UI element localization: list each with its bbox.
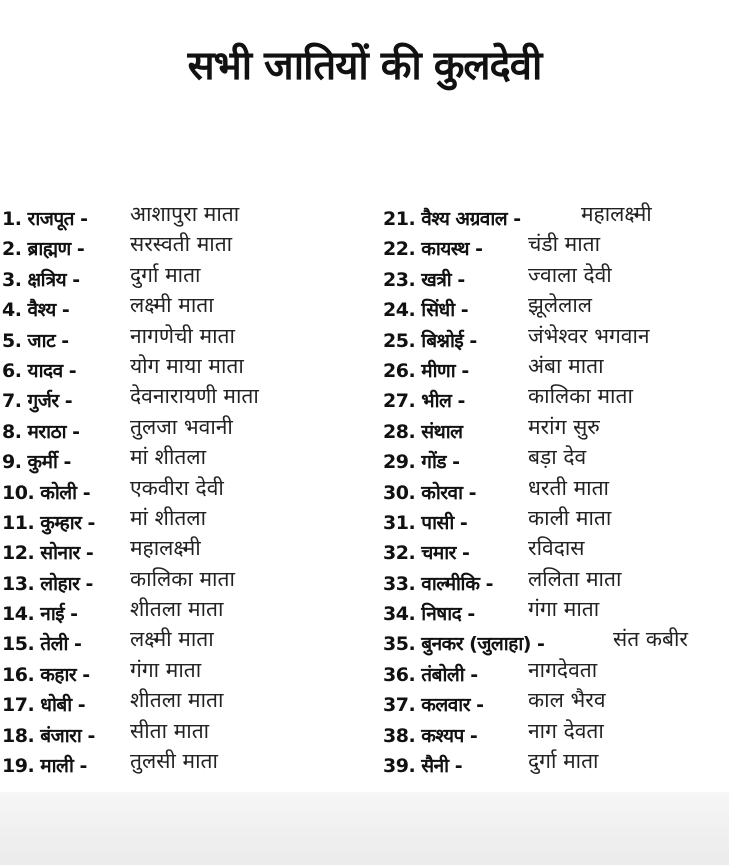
kuldevi-name: आशापुरा माता: [130, 202, 240, 226]
kuldevi-name: मां शीतला: [130, 445, 207, 470]
caste-name: 1. राजपूत -: [2, 208, 88, 230]
kuldevi-name: काल भैरव: [528, 688, 606, 713]
caste-name: 33. वाल्मीकि -: [383, 572, 493, 595]
list-item: [383, 505, 612, 537]
caste-name: 32. चमार -: [383, 542, 470, 565]
kuldevi-name: काली माता: [528, 505, 612, 530]
caste-name: 16. कहार -: [2, 663, 90, 686]
list-item: [2, 232, 233, 263]
kuldevi-name: धरती माता: [528, 475, 609, 500]
kuldevi-name: गंगा माता: [130, 657, 202, 682]
caste-name: 39. सैनी -: [383, 755, 463, 778]
list-item: [2, 657, 202, 689]
caste-name: 22. कायस्थ -: [383, 238, 483, 261]
kuldevi-name: महालक्ष्मी: [130, 536, 201, 561]
kuldevi-name: संत कबीर: [613, 627, 688, 652]
kuldevi-name: रविदास: [528, 536, 585, 561]
kuldevi-name: ललिता माता: [528, 566, 622, 591]
kuldevi-name: एकवीरा देवी: [130, 475, 224, 500]
list-item: [383, 475, 609, 507]
caste-name: 26. मीणा -: [383, 359, 469, 382]
list-item: [383, 293, 593, 324]
kuldevi-name: सीता माता: [130, 718, 210, 743]
kuldevi-name: देवनारायणी माता: [130, 384, 259, 409]
list-item: [383, 202, 652, 233]
caste-name: 7. गुर्जर -: [2, 390, 73, 413]
caste-name: 3. क्षत्रिय -: [2, 268, 80, 291]
kuldevi-name: तुलसी माता: [130, 749, 218, 774]
caste-name: 37. कलवार -: [383, 694, 484, 717]
kuldevi-name: तुलजा भवानी: [130, 414, 233, 439]
list-item: [2, 384, 259, 415]
list-item: [383, 657, 598, 689]
caste-name: 28. संथाल: [383, 420, 463, 443]
page-title: सभी जातियों की कुलदेवी: [187, 43, 542, 89]
kuldevi-name: शीतला माता: [130, 597, 224, 622]
list-item: [383, 718, 604, 750]
kuldevi-name: अंबा माता: [528, 353, 604, 378]
list-item: [383, 323, 650, 355]
caste-name: 30. कोरवा -: [383, 481, 477, 504]
caste-name: 21. वैश्य अग्रवाल -: [383, 208, 521, 230]
list-item: [2, 749, 218, 780]
caste-name: 11. कुम्हार -: [2, 511, 95, 534]
list-item: [2, 505, 207, 537]
caste-name: 12. सोनार -: [2, 542, 94, 565]
caste-name: 18. बंजारा -: [2, 724, 95, 747]
list-item: [2, 323, 235, 355]
list-item: [2, 718, 210, 750]
kuldevi-name: मां शीतला: [130, 505, 207, 530]
list-item: [383, 445, 587, 476]
caste-name: 29. गोंड -: [383, 451, 460, 474]
left-column: [2, 202, 259, 780]
caste-name: 17. धोबी -: [2, 694, 86, 717]
caste-name: 34. निषाद -: [383, 603, 475, 626]
caste-name: 31. पासी -: [383, 511, 468, 534]
list-item: [2, 536, 201, 567]
list-item: [2, 597, 224, 628]
kuldevi-name: शीतला माता: [130, 688, 224, 713]
kuldevi-name: दुर्गा माता: [130, 262, 201, 287]
kuldevi-name: चंडी माता: [528, 232, 601, 257]
list-item: [383, 536, 585, 567]
list-item: [383, 749, 599, 780]
list-item: [2, 688, 224, 719]
kuldevi-name: नाग देवता: [528, 718, 604, 743]
caste-name: 35. बुनकर (जुलाहा) -: [383, 633, 545, 656]
list-item: [2, 293, 214, 324]
caste-name: 19. माली -: [2, 755, 87, 778]
list-item: [2, 202, 240, 233]
kuldevi-name: नागणेची माता: [130, 323, 235, 348]
list-item: [383, 232, 601, 263]
caste-name: 6. यादव -: [2, 359, 77, 382]
page-bottom-band: [0, 792, 729, 865]
caste-name: 38. कश्यप -: [383, 724, 478, 747]
caste-name: 25. बिश्नोई -: [383, 329, 477, 352]
right-column: [383, 202, 688, 780]
list-item: [383, 627, 688, 658]
kuldevi-name: लक्ष्मी माता: [130, 627, 214, 652]
list-item: [383, 566, 622, 598]
caste-name: 2. ब्राह्मण -: [2, 238, 85, 261]
caste-name: 36. तंबोली -: [383, 663, 478, 686]
caste-name: 23. खत्री -: [383, 268, 465, 291]
caste-name: 27. भील -: [383, 390, 465, 413]
list-item: [383, 414, 600, 446]
caste-name: 4. वैश्य -: [2, 299, 70, 322]
kuldevi-name: योग माया माता: [130, 353, 244, 378]
list-item: [2, 566, 235, 598]
list-item: [383, 353, 604, 385]
list-item: [383, 597, 600, 628]
caste-name: 9. कुर्मी -: [2, 451, 71, 474]
list-item: [2, 445, 207, 476]
kuldevi-name: गंगा माता: [528, 597, 600, 622]
kuldevi-name: बड़ा देव: [528, 445, 587, 470]
caste-name: 8. मराठा -: [2, 420, 80, 443]
list-item: [383, 688, 606, 719]
kuldevi-name: दुर्गा माता: [528, 749, 599, 774]
list-item: [383, 384, 633, 415]
kuldevi-name: जंभेश्वर भगवान: [528, 323, 650, 348]
caste-name: 13. लोहार -: [2, 572, 93, 595]
list-item: [2, 475, 224, 507]
list-item: [2, 627, 214, 658]
kuldevi-name: लक्ष्मी माता: [130, 293, 214, 318]
kuldevi-name: कालिका माता: [528, 384, 633, 409]
kuldevi-name: महालक्ष्मी: [581, 202, 652, 226]
kuldevi-name: नागदेवता: [528, 657, 598, 682]
kuldevi-name: कालिका माता: [130, 566, 235, 591]
list-item: [383, 262, 612, 294]
kuldevi-name: झूलेलाल: [528, 293, 593, 318]
list-item: [2, 353, 244, 385]
kuldevi-name: ज्वाला देवी: [528, 262, 612, 287]
caste-name: 24. सिंधी -: [383, 299, 469, 322]
list-item: [2, 414, 233, 446]
caste-name: 10. कोली -: [2, 481, 91, 504]
list-item: [2, 262, 201, 294]
kuldevi-name: सरस्वती माता: [130, 232, 233, 257]
caste-name: 15. तेली -: [2, 633, 82, 656]
caste-name: 14. नाई -: [2, 603, 78, 626]
caste-name: 5. जाट -: [2, 329, 69, 352]
kuldevi-name: मरांग सुरु: [528, 414, 600, 439]
